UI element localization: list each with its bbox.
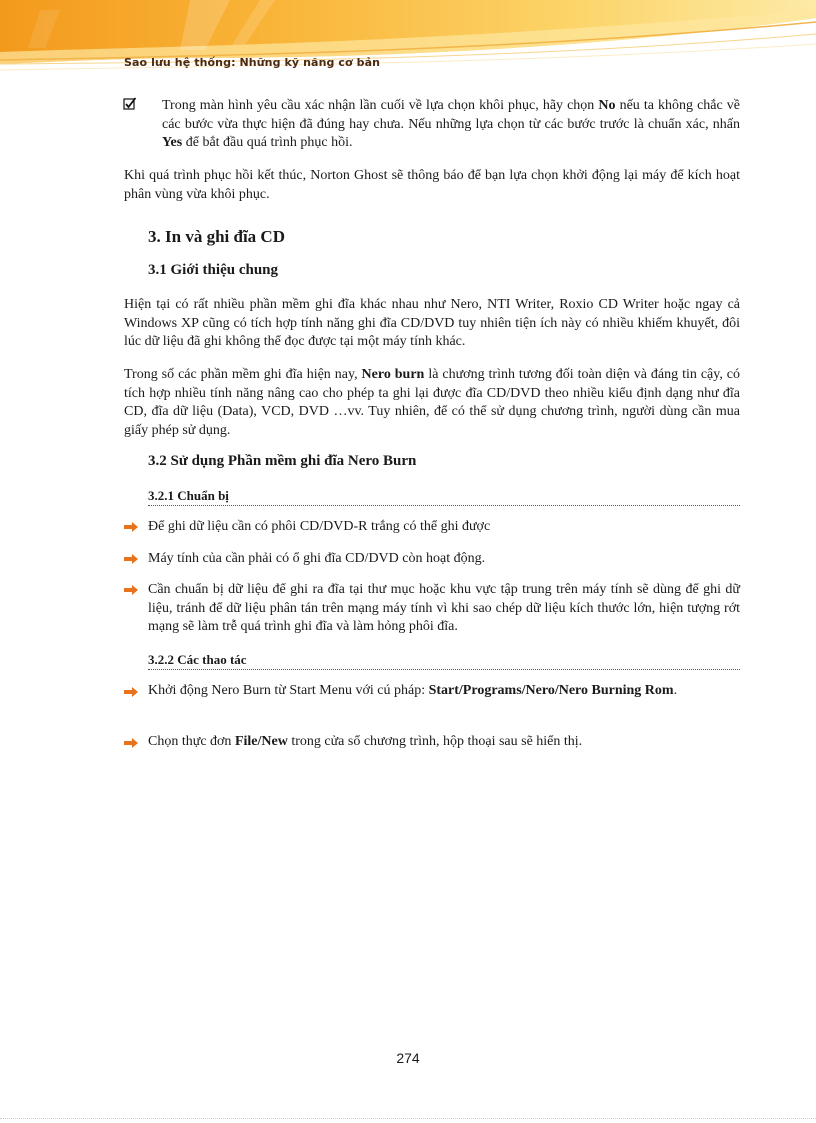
checkbox-checked-icon [123, 97, 137, 111]
header-banner [0, 0, 816, 95]
list-item: Để ghi dữ liệu cần có phôi CD/DVD-R trắng có thể ghi được [148, 519, 491, 534]
arrow-bullet-icon [123, 686, 139, 698]
arrow-bullet-icon [123, 553, 139, 565]
list-item: Chọn thực đơn File/New trong cửa sổ chương trình, hộp thoại sau sẽ hiển thị. [148, 734, 583, 749]
header-title: Sao lưu hệ thống: Những kỹ năng cơ bản [124, 56, 381, 69]
confirm-instruction: Trong màn hình yêu cầu xác nhận lần cuối về lựa chọn khôi phục, hãy chọn No nếu ta không chắc về các bước vừa thực hiện đã đúng hay chưa. Nếu những lựa chọn từ các bước trước là chuẩn xác, nhấn Yes để bắt đầu quá trình phục hồi. [162, 98, 740, 150]
section-heading: 3. In và ghi đĩa CD [148, 227, 285, 246]
arrow-bullet-icon [123, 584, 139, 596]
list-item: Khởi động Nero Burn từ Start Menu với cú pháp: Start/Programs/Nero/Nero Burning Rom. [148, 683, 678, 698]
page-number: 274 [396, 1050, 420, 1066]
intro-paragraph-2: Trong số các phần mềm ghi đĩa hiện nay, Nero burn là chương trình tương đối toàn diện và đáng tin cậy, có tích hợp nhiều tính năng nâng cao cho phép ta ghi lại được đĩa CD/DVD theo nhiều kiểu định dạng như đĩa CD, đĩa dữ liệu (Data), VCD, DVD …vv. Tuy nhiên, để có thể sử dụng chương trình, người dùng cần mua giấy phép sử dụng. [124, 367, 741, 438]
subsection-heading-nero: 3.2 Sử dụng Phần mềm ghi đĩa Nero Burn [148, 453, 417, 469]
restore-complete-paragraph: Khi quá trình phục hồi kết thúc, Norton Ghost sẽ thông báo để bạn lựa chọn khởi động lại máy để kích hoạt phân vùng vừa khôi phục. [124, 168, 740, 202]
subsection-heading-intro: 3.1 Giới thiệu chung [148, 262, 278, 278]
arrow-bullet-icon [123, 737, 139, 749]
arrow-bullet-icon [123, 521, 139, 533]
subsubsection-heading-prep: 3.2.1 Chuẩn bị [148, 488, 740, 506]
footer-divider [0, 1118, 816, 1119]
list-item: Máy tính của cần phải có ổ ghi đĩa CD/DVD còn hoạt động. [148, 551, 486, 566]
intro-paragraph-1: Hiện tại có rất nhiều phần mềm ghi đĩa khác nhau như Nero, NTI Writer, Roxio CD Writer hoặc ngay cả Windows XP cũng có tích hợp tính năng ghi đĩa CD/DVD tuy nhiên tiện ích này có nhiều khiếm khuyết, đôi lúc dữ liệu đã ghi không thể đọc được tại một máy tính khác. [124, 297, 740, 349]
subsubsection-heading-ops: 3.2.2 Các thao tác [148, 652, 740, 670]
list-item: Cần chuẩn bị dữ liệu để ghi ra đĩa tại thư mục hoặc khu vực tập trung trên máy tính sẽ dùng để ghi dữ liệu, tránh để dữ liệu phân tán trên mạng máy tính vì khi sao chép dữ liệu kích thước lớn, hiện tượng rớt mạng sẽ làm trễ quá trình ghi đĩa và làm hỏng phôi đĩa. [148, 582, 740, 634]
